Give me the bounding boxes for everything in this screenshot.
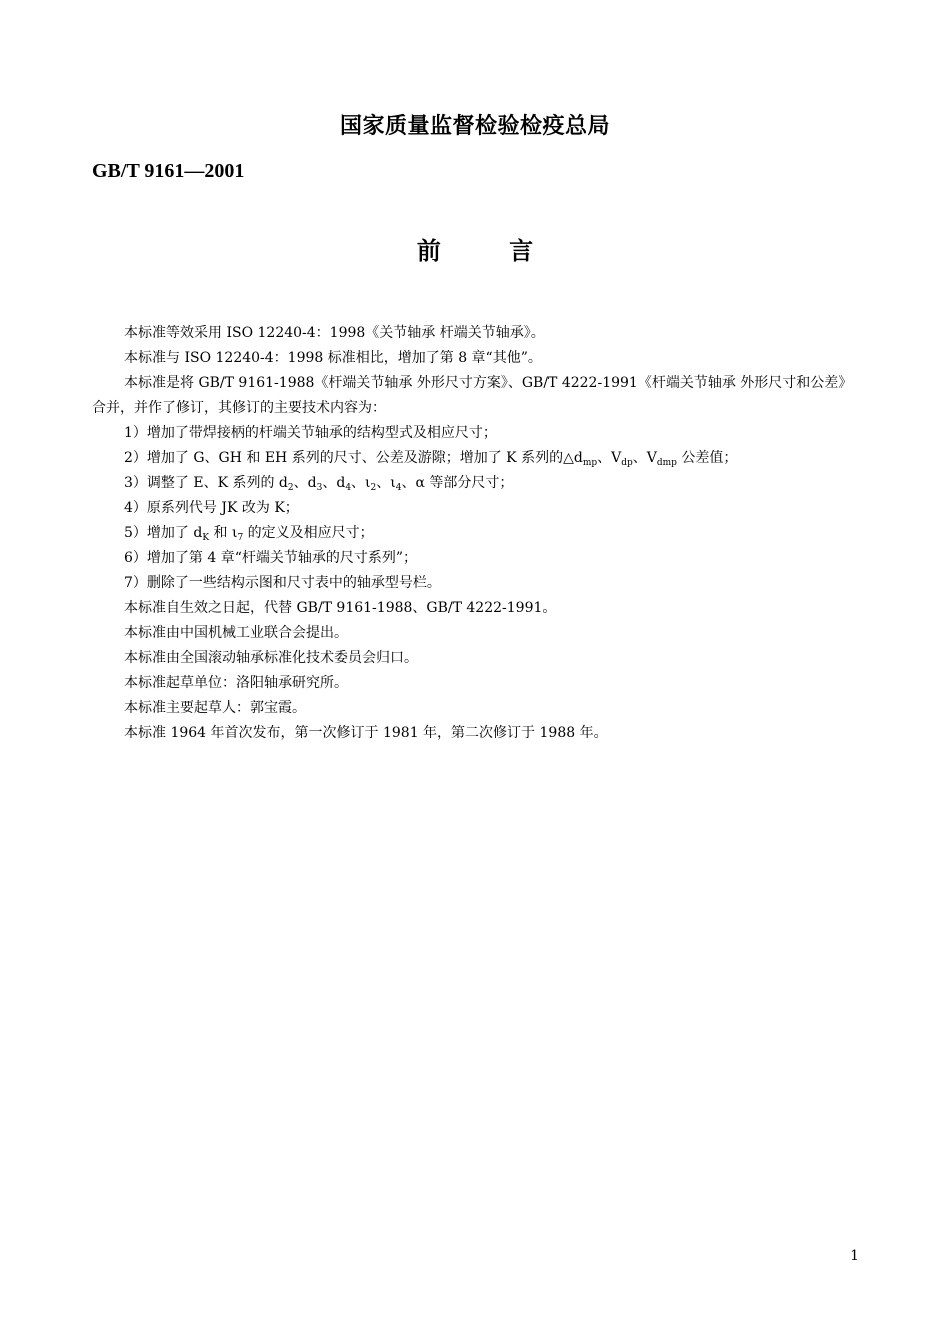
paragraph-drafting-unit: 本标准起草单位：洛阳轴承研究所。	[124, 675, 348, 691]
paragraph-history: 本标准 1964 年首次发布，第一次修订于 1981 年，第二次修订于 1988 年。	[124, 725, 608, 741]
paragraph-equivalence: 本标准等效采用 ISO 12240-4：1998《关节轴承 杆端关节轴承》。	[124, 325, 545, 341]
page-number: 1	[850, 1248, 859, 1264]
paragraph-replaces: 本标准自生效之日起，代替 GB/T 9161-1988、GB/T 4222-1991。	[124, 600, 557, 616]
list-item-2: 2）增加了 G、GH 和 EH 系列的尺寸、公差及游隙；增加了 K 系列的$\triangle d_{mp}$、$V_{dp}$、$V_{dmp}$ 公差值；	[124, 450, 738, 468]
standard-code: GB/T 9161—2001	[92, 160, 245, 182]
paragraph-main-drafter: 本标准主要起草人：郭宝霞。	[124, 700, 306, 716]
preface-body	[92, 321, 862, 746]
list-item-7: 7）删除了一些结构示图和尺寸表中的轴承型号栏。	[124, 575, 441, 591]
list-item-5: 5）增加了 $d_K$ 和 $\iota_7$ 的定义及相应尺寸；	[124, 525, 374, 543]
list-item-1: 1）增加了带焊接柄的杆端关节轴承的结构型式及相应尺寸；	[124, 425, 497, 441]
paragraph-comparison: 本标准与 ISO 12240-4：1998 标准相比，增加了第 8 章“其他”。	[124, 350, 542, 366]
paragraph-managed-by: 本标准由全国滚动轴承标准化技术委员会归口。	[124, 650, 418, 666]
organization-title: 国家质量监督检验检疫总局	[339, 113, 610, 139]
paragraph-proposed-by: 本标准由中国机械工业联合会提出。	[124, 625, 348, 641]
paragraph-merge: 本标准是将 GB/T 9161-1988《杆端关节轴承 外形尺寸方案》、GB/T 4222-1991《杆端关节轴承 外形尺寸和公差》合并，并作了修订，其修订的主要技术内容为：	[92, 375, 853, 416]
list-item-6: 6）增加了第 4 章“杆端关节轴承的尺寸系列”；	[124, 550, 418, 566]
preface-heading: 前 言	[416, 236, 564, 265]
list-item-4: 4）原系列代号 JK 改为 K；	[124, 500, 299, 516]
list-item-3: 3）调整了 E、K 系列的 $d_2$、$d_3$、$d_4$、$\iota_2$、$\iota_4$、α 等部分尺寸；	[124, 475, 514, 493]
